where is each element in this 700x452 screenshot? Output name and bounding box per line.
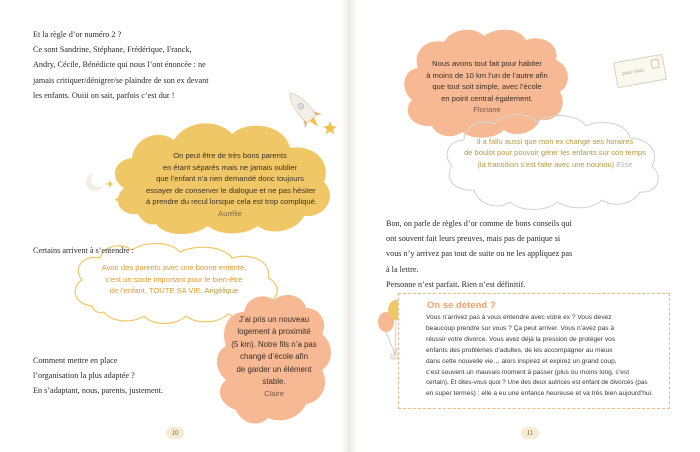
box-line: certain). Et dites-vous quoi ? Une des deux autrices est enfant de divorcés (pas bbox=[426, 379, 648, 387]
bottom-line: En s’adaptant, nous, parents, justement. bbox=[33, 386, 164, 396]
main-line: à la lettre. bbox=[386, 264, 419, 274]
quote-line: à moins de 10 km l’un de l’autre afin bbox=[426, 70, 548, 80]
quote-line: Nous avons tout fait pour habiter bbox=[432, 59, 542, 68]
quote-line: (5 km). Notre fils n’a pas bbox=[231, 339, 317, 349]
intro-line: Andry, Cécile, Bénédicte qui nous l’ont énoncée : ne bbox=[33, 60, 206, 70]
main-line: Personne n’est parfait. Rien n’est définitif. bbox=[386, 279, 526, 289]
quote-line: Avoir des parents avec une bonne entente, bbox=[101, 263, 247, 272]
star-icon bbox=[323, 121, 337, 135]
quote-line: à prendre du recul lorsque cela est trop compliqué. bbox=[146, 197, 317, 207]
intro-line: Et la règle d’or numéro 2 ? bbox=[33, 30, 122, 39]
intro-line: jamais critiquer/dénigrer/se plaindre de son ex devant bbox=[33, 75, 209, 85]
quote-line-text: (la transition s’est faite avec une nounou) bbox=[477, 159, 615, 169]
cloud-elise-text bbox=[450, 136, 660, 170]
bottom-line: l’organisation la plus adaptée ? bbox=[33, 371, 135, 381]
moon-icon bbox=[86, 171, 107, 191]
quote-line bbox=[450, 159, 660, 170]
main-line: ont souvent fait leurs preuves, mais pas de panique si bbox=[386, 234, 561, 244]
quote-line-text: de l’enfant, TOUTE SA VIE. bbox=[109, 286, 203, 296]
sparkle-icon bbox=[106, 180, 114, 188]
quote-line bbox=[88, 285, 260, 297]
quote-line: que l’enfant n’a rien demandé donc toujours bbox=[156, 174, 304, 184]
relax-box-title: On se détend ? bbox=[427, 300, 496, 311]
quote-line: logement à proximité bbox=[237, 327, 311, 337]
left-intro-paragraph bbox=[33, 27, 268, 103]
signature-angelique: Angélique bbox=[204, 286, 239, 296]
quote-line: en étant séparés mais ne jamais oublier bbox=[162, 162, 298, 172]
quote-line: stable. bbox=[262, 377, 286, 387]
cloud-floriane-text bbox=[412, 58, 562, 116]
left-bottom-paragraph bbox=[33, 353, 253, 399]
relax-box-text bbox=[426, 313, 666, 400]
box-line: Vous n’arrivez pas à vous entendre avec votre ex ? Vous devez bbox=[426, 314, 612, 321]
box-line: en super termes) : elle a eu une enfance heureuse et va très bien aujourd’hui. bbox=[426, 390, 653, 398]
left-heading: Certains arrivent à s’entendre : bbox=[33, 246, 134, 255]
signature-floriane: Floriane bbox=[473, 105, 501, 115]
quote-line: Il a fallu aussi que mon ex change ses horaires bbox=[476, 137, 634, 146]
page-fold bbox=[338, 0, 360, 452]
box-line: dans cette nouvelle vie… alors inspirez et expirez un grand coup, bbox=[426, 357, 617, 365]
box-line: beaucoup prendre sur vous ? Ça peut arriver. Vous n’avez pas à bbox=[426, 324, 615, 332]
quote-line: changé d’école afin bbox=[240, 352, 308, 362]
quote-line: On peut être de très bons parents bbox=[173, 151, 287, 160]
box-line: c’est souvent un mauvais moment à passer (plus ou moins long, c’est bbox=[426, 368, 630, 376]
box-line: enfants des problèmes d’adultes, de les accompagner au mieux bbox=[426, 346, 613, 354]
signature-elise: Elise bbox=[616, 159, 633, 169]
page-number-right: 11 bbox=[521, 427, 539, 439]
quote-line: que tout soit simple, avec l’école bbox=[432, 82, 542, 92]
cloud-aurelie-text bbox=[146, 150, 317, 220]
quote-line: de garder un élément bbox=[236, 364, 312, 374]
box-line: réussir votre divorce. Vous avez déjà la pression de protéger vos bbox=[426, 335, 616, 343]
stamp-text: pour vous bbox=[621, 67, 645, 78]
quote-line: essayer de conserver le dialogue et ne pas hésiter bbox=[146, 185, 316, 195]
quote-line: c’est un socle important pour le bien-être bbox=[105, 274, 243, 284]
intro-line: les enfants. Ouiii on sait, parfois c’est dur ! bbox=[33, 90, 175, 100]
main-line: Bon, on parle de règles d’or comme de bons conseils qui bbox=[386, 219, 572, 228]
bottom-line: Comment mettre en place bbox=[33, 356, 118, 365]
quote-line: J’ai pris un nouveau bbox=[238, 315, 310, 324]
cloud-angelique-text bbox=[88, 262, 260, 297]
right-main-paragraph bbox=[386, 216, 668, 292]
quote-line: en point central également. bbox=[441, 93, 533, 103]
page-number-left: 10 bbox=[166, 427, 184, 439]
intro-line: Ce sont Sandrine, Stéphane, Frédérique, Franck, bbox=[33, 45, 192, 55]
signature-claire: Claire bbox=[264, 389, 284, 399]
stamp-mark-icon bbox=[650, 59, 659, 69]
signature-aurelie: Aurélie bbox=[218, 208, 242, 218]
main-line: vous n’y arrivez pas tout de suite ou ne les appliquez pas bbox=[386, 249, 573, 259]
quote-line: de boulot pour pouvoir gérer les enfants sur son temps bbox=[464, 148, 646, 158]
rocket-icon bbox=[281, 86, 326, 134]
